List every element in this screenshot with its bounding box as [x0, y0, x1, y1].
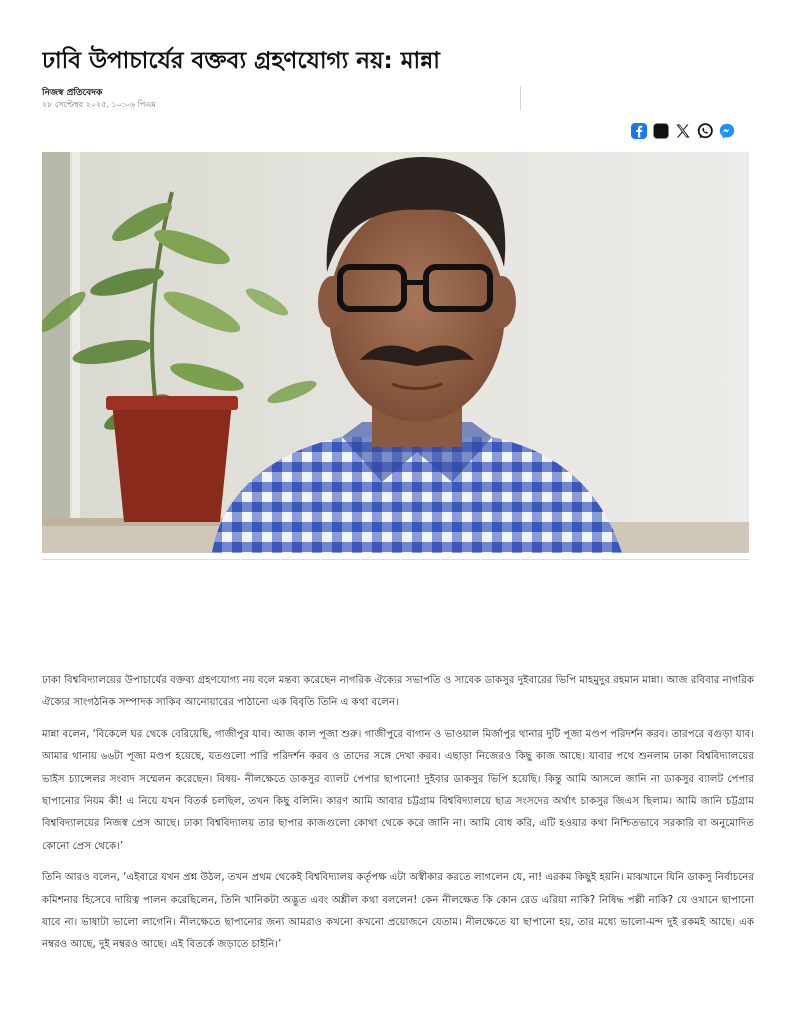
share-square-icon[interactable] [652, 122, 670, 140]
messenger-icon[interactable] [718, 122, 736, 140]
byline [42, 88, 512, 110]
article-photo [42, 152, 749, 553]
author-name[interactable]: নিজস্ব প্রতিবেদক [42, 88, 103, 98]
share-bar [630, 121, 736, 141]
publish-date: ২৮ সেপ্টেম্বর ২০২৫, ১০:০৬ পিএম [42, 100, 156, 109]
paragraph: ঢাকা বিশ্ববিদ্যালয়ের উপাচার্যের বক্তব্য গ্রহণযোগ্য নয় বলে মন্তব্য করেছেন নাগরিক ঐক্যের সভাপতি ও সাবেক ডাকসুর দুইবারের ভিপি মাহমুদুর রহমান মান্না। আজ রবিবার নাগরিক ঐক্যের সাংগঠনিক সম্পাদক সাকিব আনোয়ারের পাঠানো এক বিবৃতি তিনি এ কথা বলেন। [42, 675, 754, 709]
facebook-icon[interactable] [630, 122, 648, 140]
photo-divider [42, 559, 749, 560]
x-icon[interactable] [674, 122, 692, 140]
paragraph: মান্না বলেন, ‘বিকেলে ঘর থেকে বেরিয়েছি, গাজীপুর যাব। আজ কাল পূজা শুরু। গাজীপুরে বাগান ও ভাওয়াল মির্জাপুর থানার দুটি পূজা মণ্ডপ পরিদর্শন করব। তারপরে বগুড়া যাব। আমার থানায় ৬৬টা পূজা মণ্ডপ হয়েছে, যতগুলো পারি পরিদর্শন করব ও তাদের সঙ্গে দেখা করব। এছাড়া নিজেরও কিছু কাজ আছে। যাবার পথে শুনলাম ঢাকা বিশ্ববিদ্যালয়ের ভাইস চ্যান্সেলর সংবাদ সম্মেলন করেছেন। বিষয়- নীলক্ষেতে ডাকসুর ব্যালট পেপার ছাপানো! দুইবার ডাকসুর ভিপি হয়েছি। কিন্তু আমি আসলে জানি না ডাকসুর ব্যালট পেপার ছাপানোর নিয়ম কী! এ নিয়ে যখন বিতর্ক চলছিল, তখন কিছু বলিনি। কারণ আমি আবার চট্টগ্রাম বিশ্ববিদ্যালয়ে ছাত্র সংসদের অর্থাৎ চাকসুর জিএস ছিলাম। আমি জানি চট্টগ্রাম বিশ্ববিদ্যালয়ের নিজস্ব প্রেস আছে। ঢাকা বিশ্ববিদ্যালয় তার ছাপার কাজগুলো কোথা থেকে করে জানি না। আমি বোধ করি, এটি হওয়ার কথা নিশ্চিতভাবে সরকারি বা অনুমোদিত কোনো প্রেস থেকে।’ [42, 728, 754, 852]
byline-divider [520, 86, 521, 110]
headline: ঢাবি উপাচার্যের বক্তব্য গ্রহণযোগ্য নয়: মান্না [42, 48, 440, 74]
whatsapp-icon[interactable] [696, 122, 714, 140]
article-body [42, 670, 754, 966]
paragraph: তিনি আরও বলেন, ‘এইবারে যখন প্রশ্ন উঠল, তখন প্রথম থেকেই বিশ্ববিদ্যালয় কর্তৃপক্ষ এটা অস্বীকার করতে লাগলেন যে, না! এরকম কিছুই হয়নি। মাঝখানে যিনি ডাকসু নির্বাচনের কমিশনার হিসেবে দায়িত্ব পালন করেছিলেন, তিনি খানিকটা অদ্ভুত এবং অশ্লীল কথা বললেন! কেন নীলক্ষেত কি কোন রেড এরিয়া নাকি? নিষিদ্ধ পল্লী নাকি? যে ওখানে ছাপানো যাবে না। ভাষাটা ভালো লাগেনি। নীলক্ষেতে ছাপানোর জন্য আমরাও কখনো কখনো প্রয়োজনে যেতাম। নীলক্ষেতে যা ছাপানো হয়, তার মধ্যে ভালো-মন্দ দুই রকমই আছে। এক নম্বরও আছে, দুই নম্বরও আছে। এই বিতর্কে জড়াতে চাইনি।’ [42, 872, 754, 951]
